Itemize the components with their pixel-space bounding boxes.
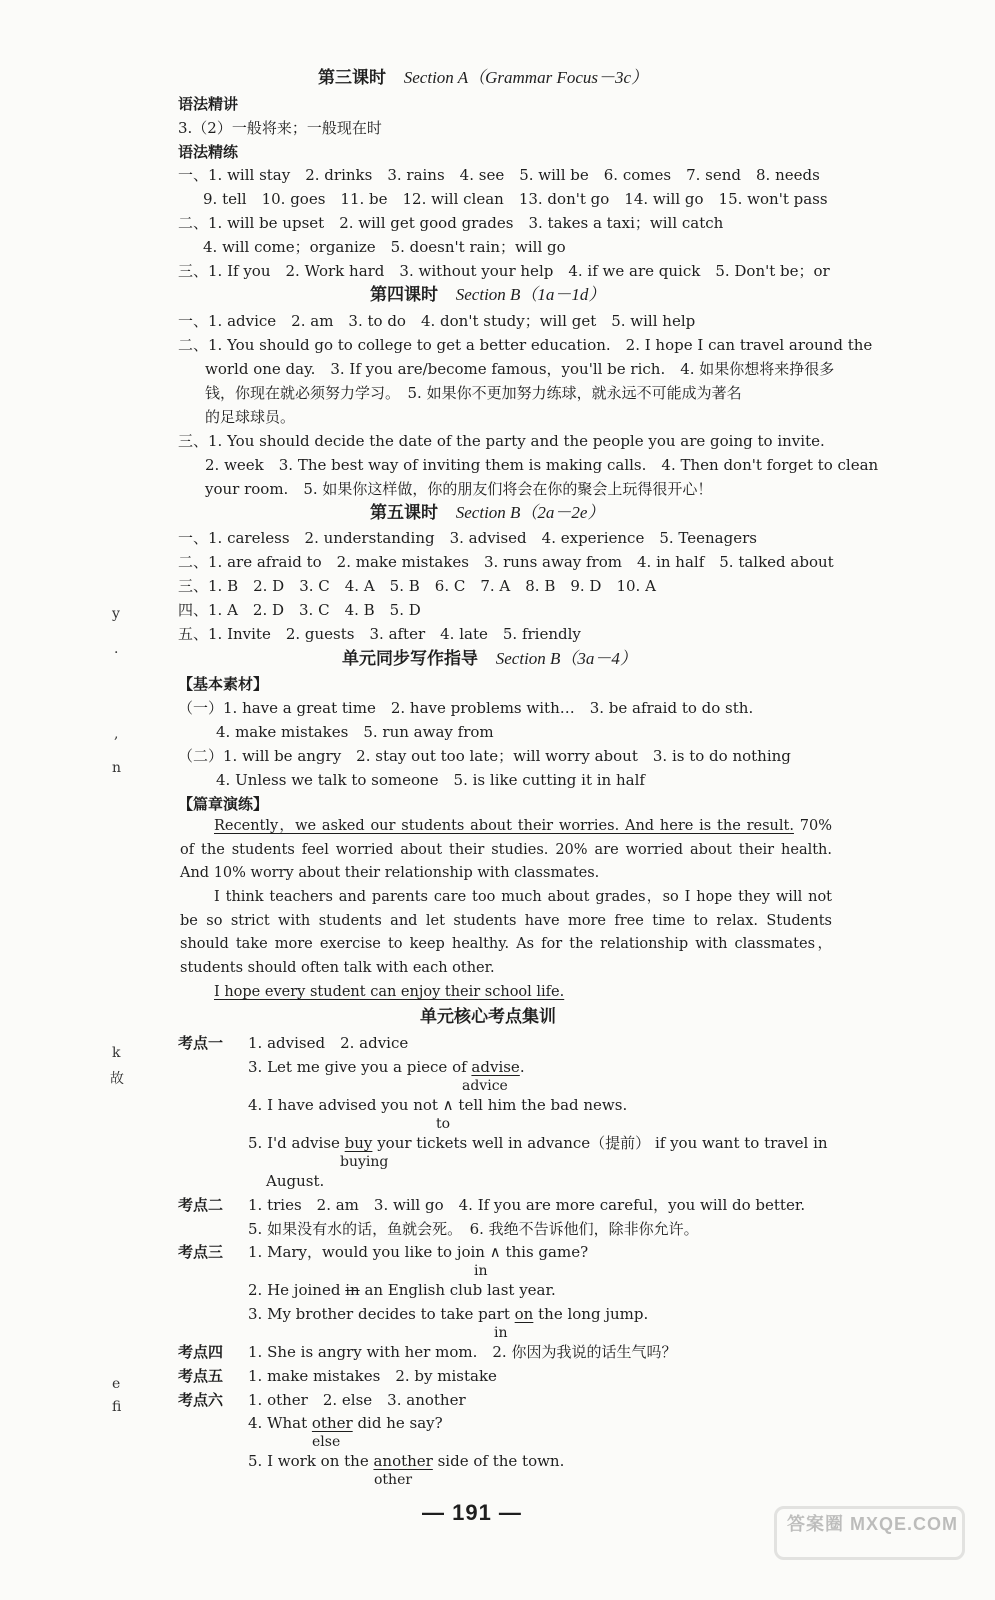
correction: else <box>312 1434 341 1450</box>
lesson-title-en: Section B（1a－1d） <box>455 285 606 304</box>
answer-line <box>248 1133 828 1153</box>
margin-char: , <box>114 726 119 742</box>
point-label: 考点一 <box>178 1034 224 1052</box>
lesson-title-cn: 第三课时 <box>318 68 386 88</box>
core-heading: 单元核心考点集训 <box>420 1007 556 1027</box>
lesson-title-en: Section B（2a－2e） <box>455 503 605 522</box>
correction: in <box>494 1325 508 1341</box>
margin-char: y <box>112 606 120 622</box>
margin-char: · <box>114 645 119 661</box>
answer-text: side of the town. <box>432 1452 565 1470</box>
answer-line: 5. 如果没有水的话，鱼就会死。 6. 我绝不告诉他们，除非你允许。 <box>248 1220 699 1238</box>
answer-line: 1. She is angry with her mom. 2. 你因为我说的话生气吗？ <box>248 1343 677 1361</box>
answer-text: 2. He joined <box>248 1281 346 1299</box>
correction: other <box>374 1472 413 1488</box>
answer-text: 3. My brother decides to take part <box>248 1305 515 1323</box>
wrong-word: other <box>311 1414 353 1432</box>
answer-line: your room. 5. 如果你这样做，你的朋友们将会在你的聚会上玩得很开心！ <box>205 480 713 498</box>
answer-text: an English club last year. <box>359 1281 556 1299</box>
page-number: — 191 — <box>422 1500 522 1525</box>
answer-line: 4. I have advised you not ∧ tell him the bad news. <box>248 1096 628 1114</box>
essay-label: 【篇章演练】 <box>178 795 269 813</box>
point-label: 考点六 <box>178 1391 224 1409</box>
answer-line: 9. tell 10. goes 11. be 12. will clean 13. don't go 14. will go 15. won't pass <box>203 190 828 208</box>
correction: in <box>474 1263 488 1279</box>
correction: buying <box>340 1154 389 1170</box>
point-label: 考点五 <box>178 1367 224 1385</box>
materials-label: 【基本素材】 <box>178 675 269 693</box>
answer-line: 二、1. will be upset 2. will get good grades 3. takes a taxi；will catch <box>178 214 724 232</box>
answer-line: 4. make mistakes 5. run away from <box>216 723 494 741</box>
answer-line <box>248 1057 525 1077</box>
writing-heading <box>342 649 637 669</box>
point-label: 考点三 <box>178 1243 224 1261</box>
grammar-practice-label: 语法精练 <box>178 143 239 161</box>
answer-text: 5. I work on the <box>248 1452 374 1470</box>
point-label: 考点四 <box>178 1343 224 1361</box>
essay-paragraph-1 <box>180 815 832 886</box>
answer-line: 三、1. You should decide the date of the party and the people you are going to invite. <box>178 432 825 450</box>
answer-line: 3.（2）一般将来；一般现在时 <box>178 119 382 137</box>
answer-line: 2. week 3. The best way of inviting them is making calls. 4. Then don't forget to clean <box>205 456 879 474</box>
answer-line: August. <box>266 1172 325 1190</box>
margin-char: 故 <box>110 1071 124 1087</box>
answer-line: 五、1. Invite 2. guests 3. after 4. late 5. friendly <box>178 625 581 643</box>
answer-line: 三、1. B 2. D 3. C 4. A 5. B 6. C 7. A 8. B 9. D 10. A <box>178 577 656 595</box>
lesson-title-en: Section A（Grammar Focus－3c） <box>403 68 649 87</box>
correction: to <box>436 1116 451 1132</box>
lesson3-heading <box>318 68 648 88</box>
margin-char: k <box>112 1045 121 1061</box>
answer-line: （一）1. have a great time 2. have problems with… 3. be afraid to do sth. <box>178 699 754 717</box>
essay-paragraph-2: I think teachers and parents care too much about grades，so I hope they will not be so strict with students and let students have more free time to relax. Students should take more exercise to keep healthy. As for the relationship with classmates，students should often talk with each other. <box>180 889 832 976</box>
answer-line <box>248 1413 443 1433</box>
answer-line: 1. advised 2. advice <box>248 1034 409 1052</box>
wrong-word: buy <box>344 1134 373 1152</box>
answer-line: 一、1. advice 2. am 3. to do 4. don't study；will get 5. will help <box>178 312 696 330</box>
answer-line: 1. other 2. else 3. another <box>248 1391 466 1409</box>
wrong-word: advise <box>471 1058 520 1076</box>
answer-text: 4. What <box>248 1414 312 1432</box>
margin-char: e <box>112 1376 121 1392</box>
answer-line: （二）1. will be angry 2. stay out too late；will worry about 3. is to do nothing <box>178 747 791 765</box>
answer-line: 一、1. will stay 2. drinks 3. rains 4. see 5. will be 6. comes 7. send 8. needs <box>178 166 820 184</box>
answer-line: 4. will come；organize 5. doesn't rain；will go <box>203 238 566 256</box>
answer-line <box>248 1304 648 1324</box>
essay-paragraph-3 <box>180 981 832 1005</box>
answer-line: 1. Mary，would you like to join ∧ this game? <box>248 1243 589 1261</box>
lesson4-heading <box>370 285 605 305</box>
section-title-cn: 单元同步写作指导 <box>342 649 478 669</box>
answer-line: 二、1. You should go to college to get a better education. 2. I hope I can travel around the <box>178 336 873 354</box>
section-title-en: Section B（3a－4） <box>495 649 637 668</box>
answer-text: 5. I'd advise <box>248 1134 345 1152</box>
answer-text: the long jump. <box>533 1305 649 1323</box>
answer-line: 1. make mistakes 2. by mistake <box>248 1367 497 1385</box>
watermark-label: 答案圈 MXQE.COM <box>786 1514 958 1534</box>
wrong-word: on <box>514 1305 534 1323</box>
deleted-word: in <box>345 1281 360 1299</box>
answer-text: did he say? <box>352 1414 443 1432</box>
lesson-title-cn: 第五课时 <box>370 503 438 523</box>
answer-line: 四、1. A 2. D 3. C 4. B 5. D <box>178 601 421 619</box>
answer-text: 3. Let me give you a piece of <box>248 1058 472 1076</box>
answer-text: your tickets well in advance（提前） if you want to travel in <box>372 1134 828 1152</box>
margin-char: n <box>112 760 122 776</box>
watermark-text <box>780 1510 965 1536</box>
answer-line: 钱，你现在就必须努力学习。 5. 如果你不更加努力练球，就永远不可能成为著名 <box>205 384 742 402</box>
answer-line: world one day. 3. If you are/become famous，you'll be rich. 4. 如果你想将来挣很多 <box>205 360 835 378</box>
answer-line <box>248 1451 564 1471</box>
grammar-explain-label: 语法精讲 <box>178 95 239 113</box>
answer-line <box>248 1280 556 1300</box>
answer-text: . <box>519 1058 525 1076</box>
essay-underlined-sentence: Recently，we asked our students about their worries. And here is the result. <box>214 818 794 834</box>
answer-line: 4. Unless we talk to someone 5. is like cutting it in half <box>216 771 645 789</box>
lesson-title-cn: 第四课时 <box>370 285 438 305</box>
essay-underlined-sentence: I hope every student can enjoy their school life. <box>214 984 565 1000</box>
point-label: 考点二 <box>178 1196 224 1214</box>
essay-text: 70% of the students feel worried about their studies. 20% are worried about their health. And 10% worry about their relationship with classmates. <box>180 818 832 882</box>
answer-line: 一、1. careless 2. understanding 3. advised 4. experience 5. Teenagers <box>178 529 757 547</box>
answer-line: 二、1. are afraid to 2. make mistakes 3. runs away from 4. in half 5. talked about <box>178 553 834 571</box>
answer-line: 的足球球员。 <box>205 408 296 426</box>
lesson5-heading <box>370 503 604 523</box>
answer-line: 1. tries 2. am 3. will go 4. If you are more careful，you will do better. <box>248 1196 806 1214</box>
wrong-word: another <box>373 1452 433 1470</box>
margin-char: fi <box>112 1399 122 1415</box>
correction: advice <box>462 1078 508 1094</box>
answer-line: 三、1. If you 2. Work hard 3. without your help 4. if we are quick 5. Don't be；or <box>178 262 830 280</box>
